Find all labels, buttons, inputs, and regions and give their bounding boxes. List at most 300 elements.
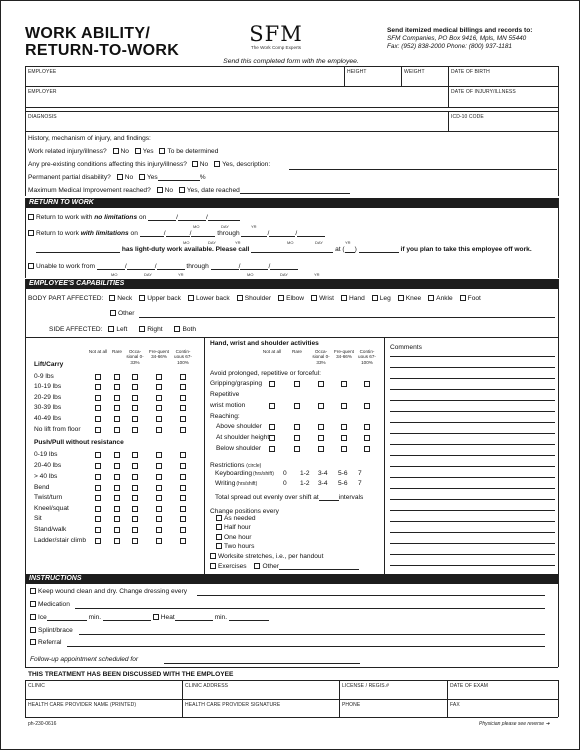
rtw-no-limits-mo[interactable] [148,214,176,221]
frequency-checkbox[interactable] [95,463,101,469]
unable-through-label: through [186,263,209,270]
frequency-checkbox[interactable] [132,427,138,433]
keep-wound-checkbox[interactable] [30,588,36,594]
form-number: ph-230-0616 [28,721,57,727]
lift-row-label: 10-19 lbs [34,383,62,390]
wrist-motion-label: wrist motion [210,402,246,409]
frequency-checkbox[interactable] [156,452,162,458]
clinic-address-label: CLINIC ADDRESS [185,683,229,689]
frequency-checkbox[interactable] [95,516,101,522]
diagnosis-field[interactable] [27,120,447,130]
yr-sublabel: YR [345,240,351,245]
frequency-checkbox[interactable] [156,474,162,480]
comment-line [390,477,555,478]
frequency-checkbox[interactable] [341,381,347,387]
frequency-checkbox[interactable] [114,374,120,380]
frequency-checkbox[interactable] [114,506,120,512]
worksite-row [210,553,323,560]
height-field[interactable] [346,75,400,85]
frequency-checkbox[interactable] [132,506,138,512]
exercises-checkbox[interactable] [210,563,216,569]
referral-label: Referral [38,639,62,646]
body-part-label-5: Wrist [319,295,334,302]
frequency-header: Occa-sional 0-33% [312,349,330,365]
total-spread-row [215,494,363,501]
unable-through-day[interactable] [240,263,268,270]
license-field[interactable] [341,689,446,698]
frequency-checkbox[interactable] [180,506,186,512]
frequency-checkbox[interactable] [114,452,120,458]
splint-checkbox[interactable] [30,627,36,633]
frequency-checkbox[interactable] [180,452,186,458]
percent-sign: % [199,174,206,181]
range-option[interactable]: 7 [358,470,362,477]
frequency-checkbox[interactable] [132,495,138,501]
frequency-checkbox[interactable] [364,424,370,430]
ice-min: min. [88,614,102,621]
frequency-checkbox[interactable] [180,384,186,390]
rtw-no-limits-day[interactable] [178,214,206,221]
dob-field[interactable] [450,75,556,85]
frequency-checkbox[interactable] [114,538,120,544]
permanent-no-checkbox[interactable] [117,174,123,180]
send-to-address: SFM Companies, PO Box 9416, Mpls, MN 55440 [387,35,527,42]
pre-existing-label: Any pre-existing conditions affecting this injury/illness? [28,161,187,168]
heat-min-field[interactable] [229,614,269,621]
frequency-checkbox[interactable] [294,381,300,387]
frequency-checkbox[interactable] [95,395,101,401]
frequency-checkbox[interactable] [156,495,162,501]
body-part-checkbox[interactable] [341,295,347,301]
unable-through-yr[interactable] [270,263,298,270]
frequency-checkbox[interactable] [364,381,370,387]
reaching-label: Reaching: [210,413,240,420]
worksite-label: Worksite stretches, i.e., per handout [218,553,324,560]
follow-up-line[interactable] [164,663,360,664]
frequency-checkbox[interactable] [132,395,138,401]
pre-existing-description-line[interactable] [289,169,557,170]
body-part-row [28,295,481,302]
frequency-checkbox[interactable] [95,405,101,411]
light-duty-row [36,246,532,253]
frequency-checkbox[interactable] [364,435,370,441]
body-part-label-8: Knee [405,295,422,302]
yr-sublabel: YR [251,224,257,229]
frequency-checkbox[interactable] [180,416,186,422]
reach-row-label: Above shoulder [216,423,262,430]
clinic-label: CLINIC [28,683,45,689]
ice-min-field[interactable] [103,614,151,621]
frequency-checkbox[interactable] [95,452,101,458]
ice-checkbox[interactable] [30,614,36,620]
date-of-exam-field[interactable] [449,689,557,698]
rtw-no-limits-yr[interactable] [208,214,240,221]
frequency-checkbox[interactable] [132,384,138,390]
medication-label: Medication [38,601,70,608]
body-part-checkbox[interactable] [278,295,284,301]
mmi-yes-label: Yes, date reached [186,187,240,194]
frequency-checkbox[interactable] [180,527,186,533]
work-related-tbd-checkbox[interactable] [159,148,165,154]
footer-fax-field[interactable] [449,708,557,716]
body-parts-list [105,295,481,302]
clinic-address-field[interactable] [184,689,338,698]
heat-checkbox[interactable] [153,614,159,620]
range-option[interactable]: 3-4 [318,470,328,477]
body-part-checkbox[interactable] [398,295,404,301]
provider-sig-label: HEALTH CARE PROVIDER SIGNATURE [185,702,281,708]
frequency-checkbox[interactable] [132,405,138,411]
frequency-checkbox[interactable] [95,506,101,512]
frequency-checkbox[interactable] [156,538,162,544]
frequency-checkbox[interactable] [180,374,186,380]
unable-through-mo[interactable] [211,263,239,270]
range-option[interactable]: 0 [283,480,287,487]
work-related-no-label: No [120,148,129,155]
frequency-checkbox[interactable] [364,446,370,452]
yr-sublabel: YR [178,272,184,277]
form-title-line1: WORK ABILITY/ [25,25,151,42]
frequency-checkbox[interactable] [318,403,324,409]
rtw-no-limits-prefix: Return to work with [36,214,95,221]
permanent-yes-checkbox[interactable] [139,174,145,180]
day-sublabel: DAY [208,240,216,245]
range-option[interactable]: 5-6 [338,480,348,487]
exercises-label: Exercises [218,563,247,570]
heat-field[interactable] [175,614,213,621]
frequency-checkbox[interactable] [132,538,138,544]
frequency-checkbox[interactable] [341,435,347,441]
comment-line [390,411,555,412]
frequency-checkbox[interactable] [269,403,275,409]
frequency-checkbox[interactable] [318,424,324,430]
worksite-checkbox[interactable] [210,553,216,559]
change-option-checkbox[interactable] [216,515,222,521]
restriction-name: Keyboarding [215,470,253,477]
frequency-checkbox[interactable] [132,527,138,533]
frequency-checkbox[interactable] [95,384,101,390]
frequency-checkbox[interactable] [114,485,120,491]
frequency-checkbox[interactable] [132,463,138,469]
frequency-checkbox[interactable] [114,474,120,480]
send-to-contact: Fax: (952) 838-2000 Phone: (800) 937-1181 [387,43,512,50]
reverse-note [479,721,550,727]
frequency-checkbox[interactable] [156,463,162,469]
frequency-checkbox[interactable] [294,446,300,452]
frequency-checkbox[interactable] [180,485,186,491]
side-left-checkbox[interactable] [108,326,114,332]
unable-from-yr[interactable] [157,263,185,270]
frequency-checkbox[interactable] [114,416,120,422]
keep-wound-line[interactable] [197,595,545,596]
frequency-checkbox[interactable] [132,374,138,380]
comment-line [390,543,555,544]
body-part-other-checkbox[interactable] [110,310,116,316]
change-option-checkbox[interactable] [216,534,222,540]
work-related-tbd-label: To be determined [167,148,219,155]
permanent-yes-label: Yes [146,174,158,181]
phone-field[interactable] [359,246,399,253]
body-part-label-9: Ankle [436,295,453,302]
frequency-checkbox[interactable] [294,435,300,441]
weight-field[interactable] [403,75,447,85]
rtw-through-yr[interactable] [297,230,325,237]
frequency-checkbox[interactable] [95,427,101,433]
reach-row-label: Below shoulder [216,445,262,452]
frequency-checkbox[interactable] [269,424,275,430]
weight-label: WEIGHT [404,69,425,75]
footer-phone-field[interactable] [341,708,446,716]
body-part-label-1: Upper back [147,295,181,302]
rtw-with-limits-prefix: Return to work [36,230,81,237]
frequency-checkbox[interactable] [156,395,162,401]
other2-label: Other [262,563,279,570]
dob-label: DATE OF BIRTH [451,69,490,75]
comment-line [390,532,555,533]
change-positions-label: Change positions every [210,508,279,515]
rtw-through-mo[interactable] [241,230,267,237]
ice-heat-row [30,614,269,621]
unable-from-day[interactable] [127,263,155,270]
frequency-checkbox[interactable] [318,435,324,441]
date-of-injury-label: DATE OF INJURY/ILLNESS [451,89,516,95]
body-part-checkbox[interactable] [311,295,317,301]
change-option [216,543,254,550]
day-sublabel: DAY [315,240,323,245]
frequency-checkbox[interactable] [114,395,120,401]
mmi-date-field[interactable] [240,187,350,194]
provider-sig-field[interactable] [184,708,338,716]
side-both-checkbox[interactable] [174,326,180,332]
body-part-checkbox[interactable] [428,295,434,301]
icd-field[interactable] [450,120,556,130]
body-part-checkbox[interactable] [237,295,243,301]
frequency-checkbox[interactable] [114,495,120,501]
other2-checkbox[interactable] [254,563,260,569]
clinic-field[interactable] [27,689,181,698]
employer-name-field[interactable] [36,246,120,253]
frequency-checkbox[interactable] [114,463,120,469]
frequency-checkbox[interactable] [180,516,186,522]
comment-line [390,565,555,566]
employer-label: EMPLOYER [28,89,57,95]
frequency-checkbox[interactable] [269,446,275,452]
side-right-checkbox[interactable] [139,326,145,332]
frequency-checkbox[interactable] [114,527,120,533]
frequency-checkbox[interactable] [95,474,101,480]
change-option-label: As needed [224,515,256,522]
push-row-label: > 40 lbs [34,473,58,480]
body-part-checkbox[interactable] [460,295,466,301]
frequency-checkbox[interactable] [132,485,138,491]
frequency-checkbox[interactable] [269,381,275,387]
change-option-label: Two hours [224,543,255,550]
pre-existing-yes-label: Yes, description: [222,161,271,168]
frequency-checkbox[interactable] [318,381,324,387]
frequency-checkbox[interactable] [132,416,138,422]
push-pull-title: Push/Pull without resistance [34,439,124,446]
rtw-no-limits-row: Return to work with no limitations on / / [28,214,240,221]
work-related-yes-checkbox[interactable] [135,148,141,154]
frequency-checkbox[interactable] [180,538,186,544]
frequency-checkbox[interactable] [114,427,120,433]
body-part-checkbox[interactable] [139,295,145,301]
frequency-checkbox[interactable] [156,374,162,380]
frequency-checkbox[interactable] [180,495,186,501]
frequency-checkbox[interactable] [114,405,120,411]
comment-line [390,422,555,423]
body-part-checkbox[interactable] [372,295,378,301]
frequency-checkbox[interactable] [156,506,162,512]
referral-checkbox[interactable] [30,639,36,645]
range-option[interactable]: 7 [358,480,362,487]
phone-label: PHONE [342,702,361,708]
keyboarding-label [215,470,274,477]
splint-line[interactable] [79,634,545,635]
rtw-with-limits-day[interactable] [166,230,190,237]
side-both-label: Both [182,326,197,333]
change-option-checkbox[interactable] [216,524,222,530]
ice-field[interactable] [47,614,87,621]
frequency-checkbox[interactable] [95,374,101,380]
rtw-with-limits-mo[interactable] [140,230,164,237]
employee-label: EMPLOYEE [28,69,57,75]
frequency-checkbox[interactable] [132,516,138,522]
frequency-checkbox[interactable] [156,405,162,411]
range-option[interactable]: 0 [283,470,287,477]
medication-line[interactable] [75,608,545,609]
permanent-percent-field[interactable] [158,174,200,181]
frequency-checkbox[interactable] [95,538,101,544]
frequency-checkbox[interactable] [156,384,162,390]
range-option[interactable]: 1-2 [300,470,310,477]
follow-up-label: Follow-up appointment scheduled for [30,656,139,663]
frequency-checkbox[interactable] [294,424,300,430]
referral-line[interactable] [67,646,545,647]
frequency-checkbox[interactable] [132,474,138,480]
frequency-checkbox[interactable] [114,516,120,522]
frequency-checkbox[interactable] [95,495,101,501]
frequency-checkbox[interactable] [180,474,186,480]
icd-label: ICD-10 CODE [451,114,484,120]
yr-sublabel: YR [235,240,241,245]
frequency-checkbox[interactable] [341,424,347,430]
frequency-checkbox[interactable] [156,485,162,491]
comment-line [390,466,555,467]
rtw-with-limits-on: on [128,230,138,237]
frequency-checkbox[interactable] [114,384,120,390]
frequency-checkbox[interactable] [156,427,162,433]
form-subtitle: Send this completed form with the employee. [223,58,359,65]
frequency-checkbox[interactable] [341,446,347,452]
heat-min: min. [214,614,228,621]
frequency-checkbox[interactable] [269,435,275,441]
frequency-header: Fre-quent 34-66% [334,349,354,360]
body-part-checkbox[interactable] [188,295,194,301]
work-related-no-checkbox[interactable] [113,148,119,154]
frequency-checkbox[interactable] [132,452,138,458]
frequency-checkbox[interactable] [156,527,162,533]
pre-existing-row [28,161,270,168]
rtw-with-limits-checkbox[interactable] [28,230,34,236]
unable-from-mo[interactable] [97,263,125,270]
comment-line [390,554,555,555]
frequency-checkbox[interactable] [318,446,324,452]
employee-field[interactable] [27,75,343,85]
mmi-no-checkbox[interactable] [157,187,163,193]
range-option[interactable]: 1-2 [300,480,310,487]
provider-name-field[interactable] [27,708,181,716]
return-to-work-band: RETURN TO WORK [26,198,558,208]
frequency-checkbox[interactable] [180,427,186,433]
comment-line [390,444,555,445]
day-sublabel: DAY [221,224,229,229]
area-code-field[interactable] [345,246,355,253]
rtw-no-limits-checkbox[interactable] [28,214,34,220]
date-of-injury-field[interactable] [450,95,556,106]
restrictions-label: Restrictions [210,462,245,469]
mmi-no-label: No [164,187,174,194]
change-option [216,524,251,531]
frequency-checkbox[interactable] [95,527,101,533]
unable-checkbox[interactable] [28,263,34,269]
frequency-checkbox[interactable] [95,416,101,422]
other2-field[interactable] [279,563,359,570]
pre-existing-no-checkbox[interactable] [192,161,198,167]
reverse-text: Physician please see reverse [479,721,545,727]
range-option[interactable]: 3-4 [318,480,328,487]
interval-field[interactable] [319,494,339,501]
frequency-checkbox[interactable] [95,485,101,491]
body-part-checkbox[interactable] [109,295,115,301]
push-row-label: 20-40 lbs [34,462,62,469]
yr-sublabel: YR [314,272,320,277]
frequency-checkbox[interactable] [341,403,347,409]
frequency-checkbox[interactable] [156,516,162,522]
referral-row [30,639,61,646]
change-option-checkbox[interactable] [216,543,222,549]
comments-label: Comments [390,344,422,351]
send-to-block [387,27,557,50]
body-part-other-line[interactable] [139,317,555,318]
frequency-checkbox[interactable] [180,405,186,411]
frequency-checkbox[interactable] [294,403,300,409]
permanent-no-label: No [124,174,134,181]
frequency-checkbox[interactable] [180,463,186,469]
height-label: HEIGHT [347,69,367,75]
change-option [216,534,252,541]
rtw-with-limits-yr[interactable] [191,230,215,237]
frequency-header: Contin-uous 67-100% [174,349,192,365]
mmi-yes-checkbox[interactable] [179,187,185,193]
range-option[interactable]: 5-6 [338,470,348,477]
pre-existing-yes-checkbox[interactable] [214,161,220,167]
employer-field[interactable] [27,95,447,106]
fax-label: FAX [450,702,460,708]
body-part-label-10: Foot [467,295,481,302]
push-row-label: 0-19 lbs [34,451,58,458]
restriction-name: Writing [215,480,236,487]
comment-line [390,499,555,500]
rtw-with-limits-row: Return to work with limitations on / / through / / [28,230,325,237]
comment-line [390,510,555,511]
rtw-through-day[interactable] [269,230,295,237]
medication-checkbox[interactable] [30,601,36,607]
frequency-checkbox[interactable] [156,416,162,422]
frequency-checkbox[interactable] [180,395,186,401]
frequency-checkbox[interactable] [364,403,370,409]
call-name-field[interactable] [251,246,333,253]
